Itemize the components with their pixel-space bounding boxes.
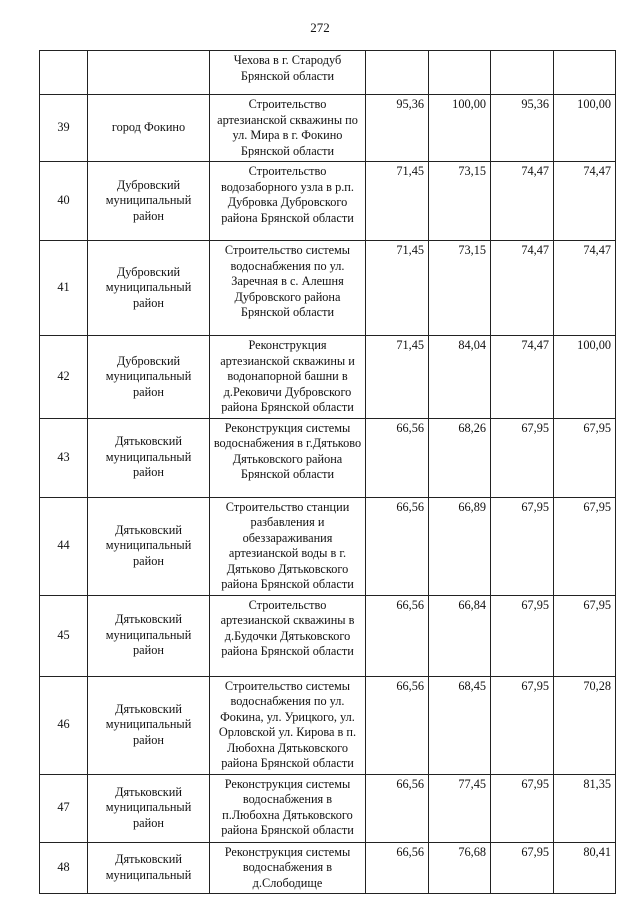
row-number-cell: 47 <box>40 774 88 842</box>
project-description-cell: Строительство системы водоснабжения по ул. Заречная в с. Алешня Дубровского района Брянской области <box>210 241 366 336</box>
project-description-cell: Реконструкция системы водоснабжения в д.Слободище <box>210 842 366 894</box>
value-4-cell: 67,95 <box>554 497 616 595</box>
table-row <box>40 497 616 595</box>
value-3-cell: 67,95 <box>491 676 554 774</box>
municipality-cell: Дубровский муниципальный район <box>88 336 210 419</box>
municipality-cell <box>88 51 210 95</box>
table-row <box>40 774 616 842</box>
project-description-cell: Строительство водозаборного узла в р.п. Дубровка Дубровского района Брянской области <box>210 162 366 241</box>
value-2-cell <box>429 51 491 95</box>
row-number-cell: 48 <box>40 842 88 894</box>
project-description-cell: Строительство артезианской скважины по ул. Мира в г. Фокино Брянской области <box>210 95 366 162</box>
project-description-cell: Реконструкция системы водоснабжения в п.Любохна Дятьковского района Брянской области <box>210 774 366 842</box>
row-number-cell: 44 <box>40 497 88 595</box>
value-4-cell: 100,00 <box>554 336 616 419</box>
municipality-cell: Дятьковский муниципальный район <box>88 676 210 774</box>
project-description-cell: Чехова в г. Стародуб Брянской области <box>210 51 366 95</box>
value-1-cell: 66,56 <box>366 774 429 842</box>
project-description-cell: Строительство станции разбавления и обеззараживания артезианской воды в г. Дятьково Дятьковского района Брянской области <box>210 497 366 595</box>
row-number-cell: 45 <box>40 595 88 676</box>
value-1-cell: 71,45 <box>366 336 429 419</box>
value-3-cell: 67,95 <box>491 842 554 894</box>
value-3-cell: 95,36 <box>491 95 554 162</box>
row-number-cell: 39 <box>40 95 88 162</box>
value-2-cell: 100,00 <box>429 95 491 162</box>
value-1-cell: 66,56 <box>366 676 429 774</box>
value-2-cell: 84,04 <box>429 336 491 419</box>
row-number-cell: 41 <box>40 241 88 336</box>
value-1-cell: 66,56 <box>366 497 429 595</box>
row-number-cell: 42 <box>40 336 88 419</box>
value-3-cell: 74,47 <box>491 162 554 241</box>
value-2-cell: 66,84 <box>429 595 491 676</box>
value-3-cell: 67,95 <box>491 418 554 497</box>
value-1-cell: 66,56 <box>366 842 429 894</box>
value-4-cell: 100,00 <box>554 95 616 162</box>
value-1-cell: 71,45 <box>366 162 429 241</box>
table-body <box>40 51 616 894</box>
table-row <box>40 676 616 774</box>
value-4-cell: 67,95 <box>554 595 616 676</box>
table-row <box>40 418 616 497</box>
municipality-cell: Дятьковский муниципальный район <box>88 497 210 595</box>
value-2-cell: 66,89 <box>429 497 491 595</box>
data-table <box>39 50 616 894</box>
project-description-cell: Реконструкция системы водоснабжения в г.Дятьково Дятьковского района Брянской области <box>210 418 366 497</box>
municipality-cell: город Фокино <box>88 95 210 162</box>
value-2-cell: 77,45 <box>429 774 491 842</box>
project-description-cell: Строительство системы водоснабжения по ул. Фокина, ул. Урицкого, ул. Орловской ул. Кирова в п. Любохна Дятьковского района Брянской области <box>210 676 366 774</box>
value-3-cell: 67,95 <box>491 497 554 595</box>
value-1-cell: 95,36 <box>366 95 429 162</box>
table-row <box>40 51 616 95</box>
value-4-cell: 74,47 <box>554 162 616 241</box>
value-2-cell: 73,15 <box>429 162 491 241</box>
row-number-cell: 46 <box>40 676 88 774</box>
project-description-cell: Реконструкция артезианской скважины и водонапорной башни в д.Рековичи Дубровского района Брянской области <box>210 336 366 419</box>
row-number-cell: 40 <box>40 162 88 241</box>
value-4-cell: 70,28 <box>554 676 616 774</box>
value-1-cell: 71,45 <box>366 241 429 336</box>
value-2-cell: 73,15 <box>429 241 491 336</box>
value-1-cell: 66,56 <box>366 418 429 497</box>
project-description-cell: Строительство артезианской скважины в д.Будочки Дятьковского района Брянской области <box>210 595 366 676</box>
value-3-cell: 74,47 <box>491 241 554 336</box>
municipality-cell: Дубровский муниципальный район <box>88 162 210 241</box>
value-4-cell: 81,35 <box>554 774 616 842</box>
value-2-cell: 76,68 <box>429 842 491 894</box>
table-row <box>40 95 616 162</box>
value-4-cell: 80,41 <box>554 842 616 894</box>
row-number-cell <box>40 51 88 95</box>
table-row <box>40 162 616 241</box>
table-row <box>40 241 616 336</box>
value-1-cell <box>366 51 429 95</box>
municipality-cell: Дятьковский муниципальный <box>88 842 210 894</box>
table-row <box>40 336 616 419</box>
page-number: 272 <box>310 20 330 35</box>
table-row <box>40 842 616 894</box>
row-number-cell: 43 <box>40 418 88 497</box>
municipality-cell: Дятьковский муниципальный район <box>88 595 210 676</box>
value-3-cell: 74,47 <box>491 336 554 419</box>
municipality-cell: Дятьковский муниципальный район <box>88 774 210 842</box>
table-row <box>40 595 616 676</box>
municipality-cell: Дубровский муниципальный район <box>88 241 210 336</box>
value-3-cell: 67,95 <box>491 774 554 842</box>
value-2-cell: 68,26 <box>429 418 491 497</box>
value-3-cell <box>491 51 554 95</box>
value-4-cell <box>554 51 616 95</box>
municipality-cell: Дятьковский муниципальный район <box>88 418 210 497</box>
value-1-cell: 66,56 <box>366 595 429 676</box>
value-3-cell: 67,95 <box>491 595 554 676</box>
value-4-cell: 74,47 <box>554 241 616 336</box>
value-4-cell: 67,95 <box>554 418 616 497</box>
value-2-cell: 68,45 <box>429 676 491 774</box>
